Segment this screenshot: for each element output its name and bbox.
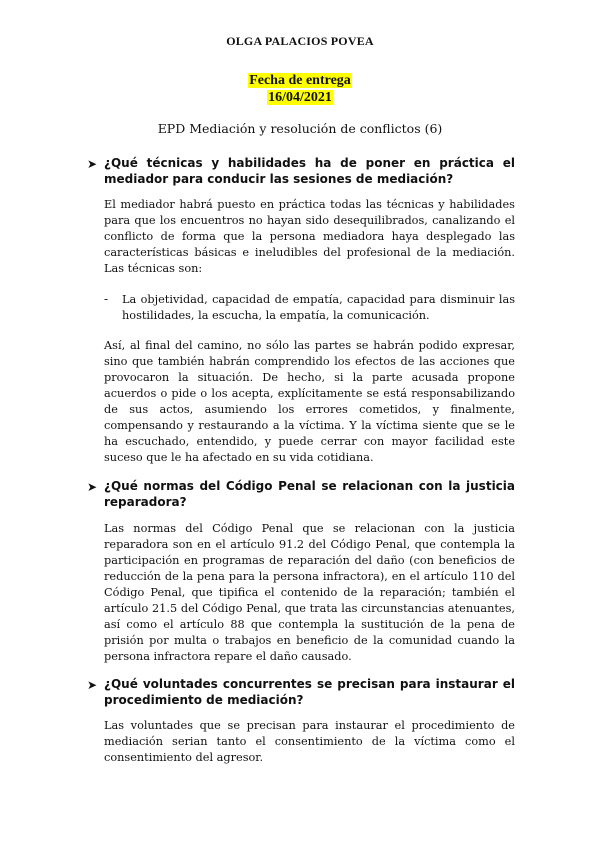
question-1: ¿Qué técnicas y habilidades ha de poner en práctica el mediador para conducir las sesiones de mediación? (104, 156, 515, 186)
answer-2-paragraph-1: Las normas del Código Penal que se relacionan con la justicia reparadora son en el artículo 91.2 del Código Penal, que contempla la participación en programas de reparación del daño (con beneficios de reducción de la pena para la persona infractora), en el artículo 110 del Código Penal, que tipifica el contenido de la reparación; también el artículo 21.5 del Código Penal, que trata las circunstancias atenuantes, así como el artículo 88 que contempla la sustitución de la pena de prisión por multa o trabajos en beneficio de la comunidad cuando la persona infractora repare el daño causado. (104, 522, 515, 663)
answer-1-paragraph-1: El mediador habrá puesto en práctica todas las técnicas y habilidades para que los encuentros no hayan sido desequilibrados, canalizando el conflicto de forma que la persona mediadora haya desplegado las características básicas e ineludibles del profesional de la mediación. Las técnicas son: (104, 198, 515, 275)
arrow-bullet-icon: ➤ (87, 480, 98, 494)
question-3: ¿Qué voluntades concurrentes se precisan para instaurar el procedimiento de mediación? (104, 677, 515, 707)
question-2: ¿Qué normas del Código Penal se relacionan con la justicia reparadora? (104, 479, 515, 509)
list-dash: - (104, 292, 109, 306)
delivery-date-value (0, 89, 600, 106)
document-subject: EPD Mediación y resolución de conflictos (6) (157, 121, 443, 136)
delivery-date-value-text: 16/04/2021 (268, 90, 332, 105)
answer-1-paragraph-2: Así, al final del camino, no sólo las partes se habrán podido expresar, sino que también habrán comprendido los efectos de las acciones que provocaron la situación. De hecho, si la parte acusada propone acuerdos o pide o los acepta, explícitamente se está responsabilizando de sus actos, asumiendo los errores cometidos, y finalmente, compensando y restaurando a la víctima. Y la víctima siente que se le ha escuchado, entendido, y puede cerrar con mayor facilidad este suceso que le ha afectado en su vida cotidiana. (104, 339, 515, 464)
answer-3-paragraph-1: Las voluntades que se precisan para instaurar el procedimiento de mediación serian tanto el consentimiento de la víctima como el consentimiento del agresor. (104, 719, 515, 764)
arrow-bullet-icon: ➤ (87, 157, 98, 171)
answer-1-list-item-text: La objetividad, capacidad de empatía, capacidad para disminuir las hostilidades, la escucha, la empatía, la comunicación. (122, 293, 515, 322)
delivery-date-label-text: Fecha de entrega (249, 73, 351, 88)
author-name: OLGA PALACIOS POVEA (226, 34, 374, 48)
delivery-date-label (0, 72, 600, 89)
arrow-bullet-icon: ➤ (87, 678, 98, 692)
